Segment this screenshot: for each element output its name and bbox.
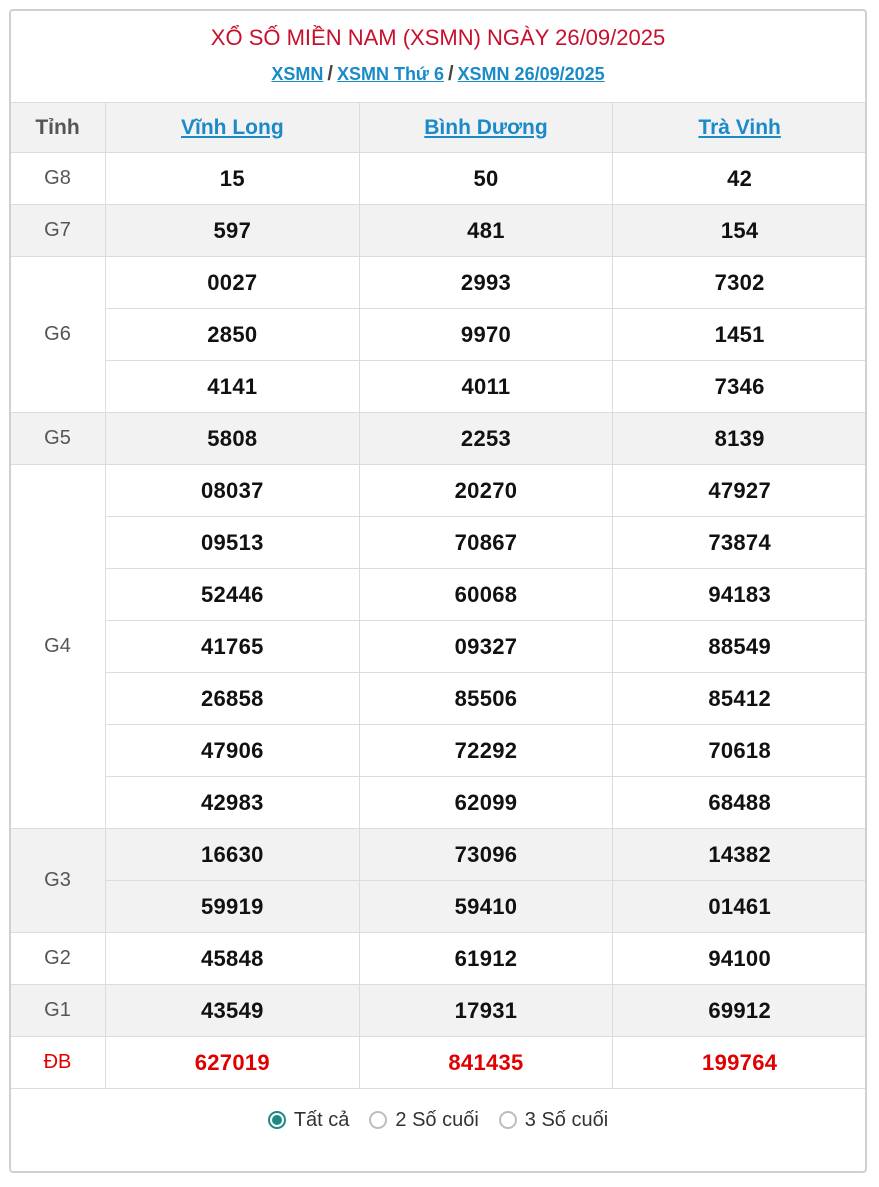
result-number: 88549	[613, 621, 867, 673]
filter-option-all[interactable]	[268, 1109, 350, 1132]
results-body	[10, 153, 867, 1089]
result-number: 94183	[613, 569, 867, 621]
results-header	[11, 11, 865, 102]
table-row	[10, 153, 867, 205]
table-row	[10, 413, 867, 465]
breadcrumb	[11, 62, 865, 86]
result-number: 5808	[106, 413, 360, 465]
table-row	[10, 1037, 867, 1089]
result-number: 597	[106, 205, 360, 257]
result-number: 26858	[106, 673, 360, 725]
breadcrumb-separator: /	[327, 63, 333, 85]
result-number: 94100	[613, 933, 867, 985]
radio-icon[interactable]	[369, 1111, 387, 1129]
result-number: 4011	[359, 361, 613, 413]
results-card	[9, 9, 867, 1173]
prize-label: G2	[10, 933, 106, 985]
table-row	[10, 829, 867, 881]
province-link-vinh-long[interactable]: Vĩnh Long	[181, 115, 284, 139]
result-number: 7346	[613, 361, 867, 413]
result-number: 20270	[359, 465, 613, 517]
province-header-tra-vinh	[613, 103, 867, 153]
table-row	[10, 569, 867, 621]
result-number: 09513	[106, 517, 360, 569]
result-number: 42983	[106, 777, 360, 829]
result-number: 73874	[613, 517, 867, 569]
table-row	[10, 361, 867, 413]
result-number: 2850	[106, 309, 360, 361]
result-number: 60068	[359, 569, 613, 621]
result-number: 69912	[613, 985, 867, 1037]
result-number: 85412	[613, 673, 867, 725]
breadcrumb-link-xsmn-date[interactable]: XSMN 26/09/2025	[457, 64, 605, 84]
result-number: 59410	[359, 881, 613, 933]
filter-option-last-3[interactable]	[499, 1109, 608, 1132]
table-row	[10, 777, 867, 829]
result-number: 42	[613, 153, 867, 205]
result-number: 73096	[359, 829, 613, 881]
table-row	[10, 517, 867, 569]
result-number: 43549	[106, 985, 360, 1037]
result-number: 154	[613, 205, 867, 257]
table-row	[10, 309, 867, 361]
prize-label: G1	[10, 985, 106, 1037]
table-row	[10, 725, 867, 777]
result-number: 62099	[359, 777, 613, 829]
result-number: 59919	[106, 881, 360, 933]
result-number: 09327	[359, 621, 613, 673]
radio-icon[interactable]	[499, 1111, 517, 1129]
result-number: 0027	[106, 257, 360, 309]
table-header-row	[10, 103, 867, 153]
table-row	[10, 985, 867, 1037]
result-number: 47927	[613, 465, 867, 517]
prize-label: ĐB	[10, 1037, 106, 1089]
result-number: 72292	[359, 725, 613, 777]
table-row	[10, 933, 867, 985]
result-number: 4141	[106, 361, 360, 413]
page-title: XỔ SỐ MIỀN NAM (XSMN) NGÀY 26/09/2025	[210, 25, 666, 50]
result-number: 08037	[106, 465, 360, 517]
result-number: 841435	[359, 1037, 613, 1089]
result-number: 14382	[613, 829, 867, 881]
filter-option-last-2[interactable]	[369, 1109, 478, 1132]
result-number: 2993	[359, 257, 613, 309]
result-number: 8139	[613, 413, 867, 465]
table-row	[10, 205, 867, 257]
province-header-binh-duong	[359, 103, 613, 153]
result-number: 70618	[613, 725, 867, 777]
breadcrumb-separator: /	[447, 63, 454, 85]
province-header-vinh-long	[106, 103, 360, 153]
prize-label: G5	[10, 413, 106, 465]
result-number: 50	[359, 153, 613, 205]
digit-filter	[11, 1089, 865, 1151]
result-number: 627019	[106, 1037, 360, 1089]
result-number: 01461	[613, 881, 867, 933]
result-number: 61912	[359, 933, 613, 985]
breadcrumb-link-xsmn[interactable]: XSMN	[271, 64, 324, 84]
result-number: 68488	[613, 777, 867, 829]
result-number: 70867	[359, 517, 613, 569]
prize-label: G3	[10, 829, 106, 933]
result-number: 85506	[359, 673, 613, 725]
radio-icon[interactable]	[268, 1111, 286, 1129]
table-row	[10, 465, 867, 517]
prize-label: G6	[10, 257, 106, 413]
table-row	[10, 881, 867, 933]
result-number: 2253	[359, 413, 613, 465]
result-number: 41765	[106, 621, 360, 673]
result-number: 199764	[613, 1037, 867, 1089]
prize-label: G4	[10, 465, 106, 829]
table-row	[10, 257, 867, 309]
result-number: 47906	[106, 725, 360, 777]
result-number: 9970	[359, 309, 613, 361]
province-link-binh-duong[interactable]: Bình Dương	[424, 115, 548, 139]
prize-label: G8	[10, 153, 106, 205]
result-number: 16630	[106, 829, 360, 881]
result-number: 52446	[106, 569, 360, 621]
table-row	[10, 673, 867, 725]
result-number: 481	[359, 205, 613, 257]
breadcrumb-link-xsmn-thu-6[interactable]: XSMN Thứ 6	[336, 64, 444, 84]
filter-option-label: 3 Số cuối	[524, 1108, 609, 1131]
filter-option-label: 2 Số cuối	[395, 1108, 479, 1131]
result-number: 1451	[613, 309, 867, 361]
province-column-header: Tỉnh	[10, 103, 106, 153]
result-number: 17931	[359, 985, 613, 1037]
result-number: 7302	[613, 257, 867, 309]
prize-label: G7	[10, 205, 106, 257]
table-row	[10, 621, 867, 673]
filter-option-label: Tất cả	[293, 1108, 350, 1131]
results-table	[9, 102, 867, 1089]
result-number: 15	[106, 153, 360, 205]
province-link-tra-vinh[interactable]: Trà Vinh	[698, 115, 781, 139]
result-number: 45848	[106, 933, 360, 985]
